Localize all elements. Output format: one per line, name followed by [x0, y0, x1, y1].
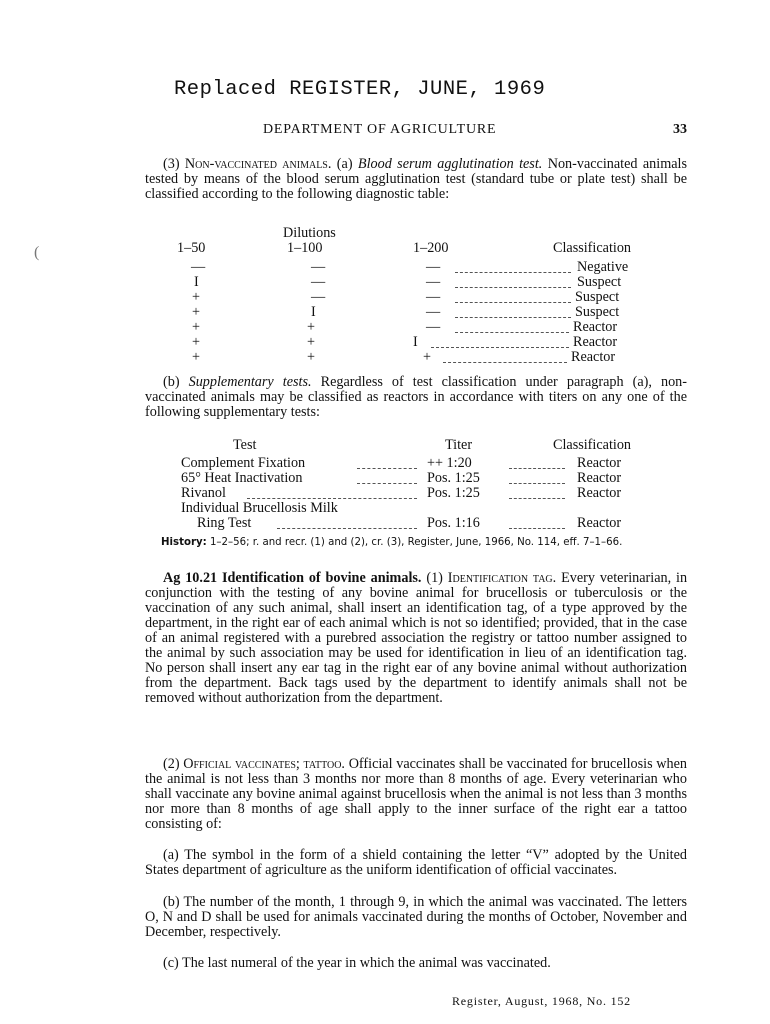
paragraph-1-heading: Identification tag. — [447, 570, 557, 586]
cell-1-100: + — [307, 334, 316, 350]
section-3a-title: Blood serum agglutination test. — [357, 156, 543, 172]
cell-classification: Suspect — [575, 304, 620, 320]
titer-value: Pos. 1:25 — [427, 470, 480, 486]
history-note — [145, 537, 687, 548]
column-header-1-100: 1–100 — [287, 240, 323, 256]
dot-leader — [509, 483, 565, 484]
history-text: 1–2–56; r. and recr. (1) and (2), cr. (3), Register, June, 1966, No. 114, eff. 7–1–66. — [209, 537, 623, 548]
dot-leader — [455, 272, 571, 273]
cell-1-50: + — [192, 334, 201, 350]
cell-1-200: — — [426, 274, 441, 290]
cell-classification: Reactor — [573, 334, 618, 350]
paragraph-2a: (a) The symbol in the form of a shield containing the letter “V” adopted by the United States department of agriculture as the uniform identification of official vaccinates. — [145, 847, 687, 878]
replaced-notice: Replaced REGISTER, JUNE, 1969 — [174, 78, 546, 101]
dilutions-group-header: Dilutions — [283, 225, 336, 241]
department-title: DEPARTMENT OF AGRICULTURE — [263, 122, 497, 137]
section-3-heading: Non-vaccinated animals. — [184, 156, 332, 172]
section-3-paragraph — [145, 157, 687, 202]
cell-1-100: + — [307, 349, 316, 365]
test-name: 65° Heat Inactivation — [181, 470, 303, 486]
cell-1-50: + — [192, 319, 201, 335]
test-name: Ring Test — [197, 515, 252, 531]
column-header-test: Test — [233, 437, 257, 453]
test-classification: Reactor — [577, 485, 622, 501]
paragraph-2-number: (2) — [163, 756, 180, 772]
section-3a-label: (a) — [336, 156, 353, 172]
supplementary-table — [145, 438, 687, 532]
section-b-paragraph — [145, 375, 687, 420]
cell-classification: Suspect — [577, 274, 622, 290]
cell-1-100: — — [311, 289, 326, 305]
cell-classification: Reactor — [571, 349, 616, 365]
dot-leader — [455, 302, 571, 303]
history-label: History: — [161, 537, 207, 548]
dot-leader — [357, 483, 417, 484]
column-header-classification: Classification — [553, 437, 632, 453]
section-b-label: (b) — [163, 374, 180, 390]
page-number: 33 — [673, 122, 687, 137]
section-b-body: Regardless of test classification under paragraph (a), non-vaccinated animals may be classified as reactors in accordance with titers on any one of the following supplementary tests: — [145, 374, 687, 420]
cell-1-200: + — [423, 349, 432, 365]
titer-value: Pos. 1:16 — [427, 515, 480, 531]
paragraph-2-body: Official vaccinates shall be vaccinated for brucellosis when the animal is not less than 3 months nor more than 8 months of age. Every veterinarian who shall vaccinate any bovine animal against brucellosis when the animal is not less than 3 months nor more than 8 months of age shall apply to the inner surface of the right ear a tattoo consisting of: — [145, 756, 688, 832]
cell-1-200: I — [413, 334, 418, 350]
dot-leader — [443, 362, 567, 363]
test-classification: Reactor — [577, 515, 622, 531]
test-name: Rivanol — [181, 485, 226, 501]
cell-1-50: + — [192, 289, 201, 305]
section-3-number: (3) — [163, 156, 180, 172]
dot-leader — [455, 317, 571, 318]
cell-1-50: + — [192, 304, 201, 320]
footer-register-note: Register, August, 1968, No. 152 — [452, 994, 631, 1008]
column-header-1-200: 1–200 — [413, 240, 449, 256]
paragraph-2b: (b) The number of the month, 1 through 9, in which the animal was vaccinated. The letters O, N and D shall be used for animals vaccinated during the months of October, November and December, respectively. — [145, 894, 687, 940]
cell-1-50: — — [191, 259, 206, 275]
test-classification: Reactor — [577, 470, 622, 486]
cell-1-200: — — [426, 289, 441, 305]
cell-1-200: — — [426, 304, 441, 320]
cell-1-100: I — [311, 304, 316, 320]
cell-1-100: — — [311, 274, 326, 290]
cell-1-100: — — [311, 259, 326, 275]
dot-leader — [455, 332, 569, 333]
test-name: Individual Brucellosis Milk — [181, 500, 338, 516]
dot-leader — [431, 347, 569, 348]
cell-1-200: — — [426, 259, 441, 275]
dot-leader — [247, 498, 417, 499]
page-header — [145, 122, 687, 140]
test-name: Complement Fixation — [181, 455, 306, 471]
cell-1-50: I — [194, 274, 199, 290]
dot-leader — [455, 287, 571, 288]
column-header-1-50: 1–50 — [177, 240, 206, 256]
paragraph-2c: (c) The last numeral of the year in which the animal was vaccinated. — [163, 955, 551, 971]
cell-classification: Reactor — [573, 319, 618, 335]
margin-mark: ( — [34, 244, 40, 261]
paragraph-1-number: (1) — [426, 570, 443, 586]
dilution-table — [145, 226, 687, 366]
column-header-classification: Classification — [553, 240, 632, 256]
column-header-titer: Titer — [445, 437, 473, 453]
ag-10-21-paragraph-2 — [145, 757, 687, 832]
dot-leader — [509, 528, 565, 529]
dot-leader — [357, 468, 417, 469]
cell-1-50: + — [192, 349, 201, 365]
test-classification: Reactor — [577, 455, 622, 471]
cell-classification: Negative — [577, 259, 629, 275]
dot-leader — [277, 528, 417, 529]
cell-classification: Suspect — [575, 289, 620, 305]
cell-1-100: + — [307, 319, 316, 335]
ag-10-21-heading: Ag 10.21 Identification of bovine animals. — [163, 570, 422, 586]
dot-leader — [509, 468, 565, 469]
section-b-title: Supplementary tests. — [188, 374, 312, 390]
titer-value: Pos. 1:25 — [427, 485, 480, 501]
section-3-body: Non-vaccinated animals tested by means of the blood serum agglutination test (standard tube or plate test) shall be classified according to the following diagnostic table: — [145, 156, 688, 202]
dot-leader — [509, 498, 565, 499]
titer-value: ++ 1:20 — [427, 455, 472, 471]
paragraph-2-heading: Official vaccinates; tattoo. — [183, 756, 345, 772]
paragraph-1-body: Every veterinarian, in conjunction with the testing of any bovine animal for brucellosis or tuberculosis or the vaccination of any such animal, shall insert an identification tag, of a type approved by the department, in the right ear of each animal which is not so identified; provided, that in the case of an animal registered with a purebred association the registry or tattoo number assigned to the animal by such association may be used for identification in lieu of an identification tag. No person shall insert any ear tag in the right ear of any bovine animal without authorization from the department. Back tags used by the department to identify animals shall not be removed without authorization from the department. — [145, 570, 688, 706]
cell-1-200: — — [426, 319, 441, 335]
ag-10-21-paragraph-1 — [145, 571, 687, 706]
